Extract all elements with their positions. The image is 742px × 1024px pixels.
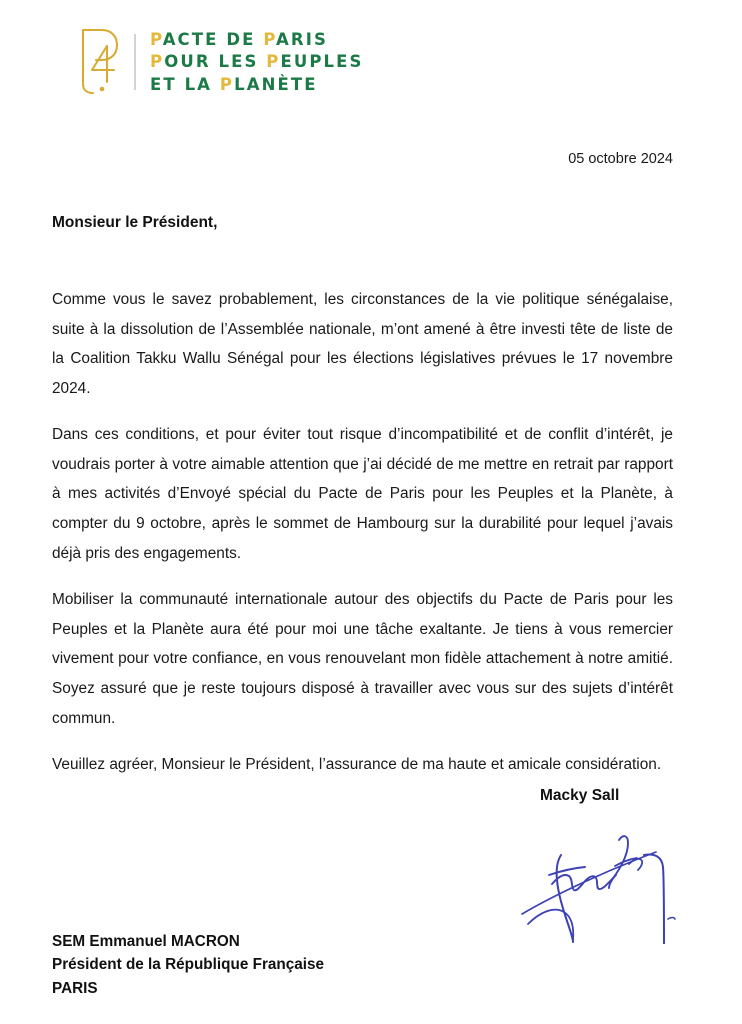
recipient-address [52, 930, 324, 1000]
signatory-name: Macky Sall [540, 787, 620, 804]
logo-gold-p: P [263, 29, 277, 49]
recipient-city: PARIS [52, 979, 98, 997]
letterhead [76, 26, 364, 98]
logo-line-2 [150, 52, 364, 71]
salutation: Monsieur le Président, [52, 214, 218, 231]
body-paragraph: Dans ces conditions, et pour éviter tout risque d’incompatibilité et de conflit d’intérêt, je voudrais porter à votre aimable attention que j’ai décidé de me mettre en retrait par rapport à mes activités d’Envoyé spécial du Pacte de Paris pour les Peuples et la Planète, à compter du 9 octobre, après le sommet de Hambourg sur la durabilité pour lequel j’avais déjà pris des engagements. [52, 426, 673, 562]
logo-gold-p: P [150, 29, 163, 49]
logo-text-segment: ET LA [150, 74, 220, 94]
logo-line-3 [150, 75, 364, 94]
letter-body [52, 285, 673, 780]
body-paragraph: Veuillez agréer, Monsieur le Président, l’assurance de ma haute et amicale considération. [52, 756, 662, 774]
logo-line-1 [150, 30, 364, 49]
body-paragraph: Mobiliser la communauté internationale autour des objectifs du Pacte de Paris pour les Peuples et la Planète aura été pour moi une tâche exaltante. Je tiens à vous remercier vivement pour votre confiance, en vous renouvelant mon fidèle attachement à notre amitié. Soyez assuré que je reste toujours disposé à travailler avec vous sur des sujets d’intérêt commun. [52, 591, 673, 727]
logo-gold-p: P [266, 52, 281, 72]
logo-wordmark [150, 30, 364, 94]
logo-text-segment: EUPLES [280, 52, 364, 72]
logo-text-segment: ACTE DE [162, 29, 264, 49]
recipient-title: Président de la République Française [52, 956, 325, 974]
logo-gold-p: P [150, 52, 165, 72]
logo-text-segment: OUR LES [164, 52, 267, 72]
handwritten-signature [516, 818, 696, 944]
body-paragraph: Comme vous le savez probablement, les circonstances de la vie politique sénégalaise, suite à la dissolution de l’Assemblée nationale, m’ont amené à être investi tête de liste de la Coalition Takku Wallu Sénégal pour les élections législatives prévues le 17 novembre 2024. [52, 291, 673, 397]
letter-date: 05 octobre 2024 [568, 151, 673, 167]
logo-gold-p: P [219, 74, 235, 94]
logo-text-segment: ARIS [276, 29, 328, 49]
pacte-de-paris-p4-monogram-icon [76, 26, 124, 98]
recipient-name: SEM Emmanuel MACRON [52, 933, 240, 950]
logo-text-segment: LANÈTE [234, 74, 318, 94]
logo-divider [134, 34, 136, 90]
